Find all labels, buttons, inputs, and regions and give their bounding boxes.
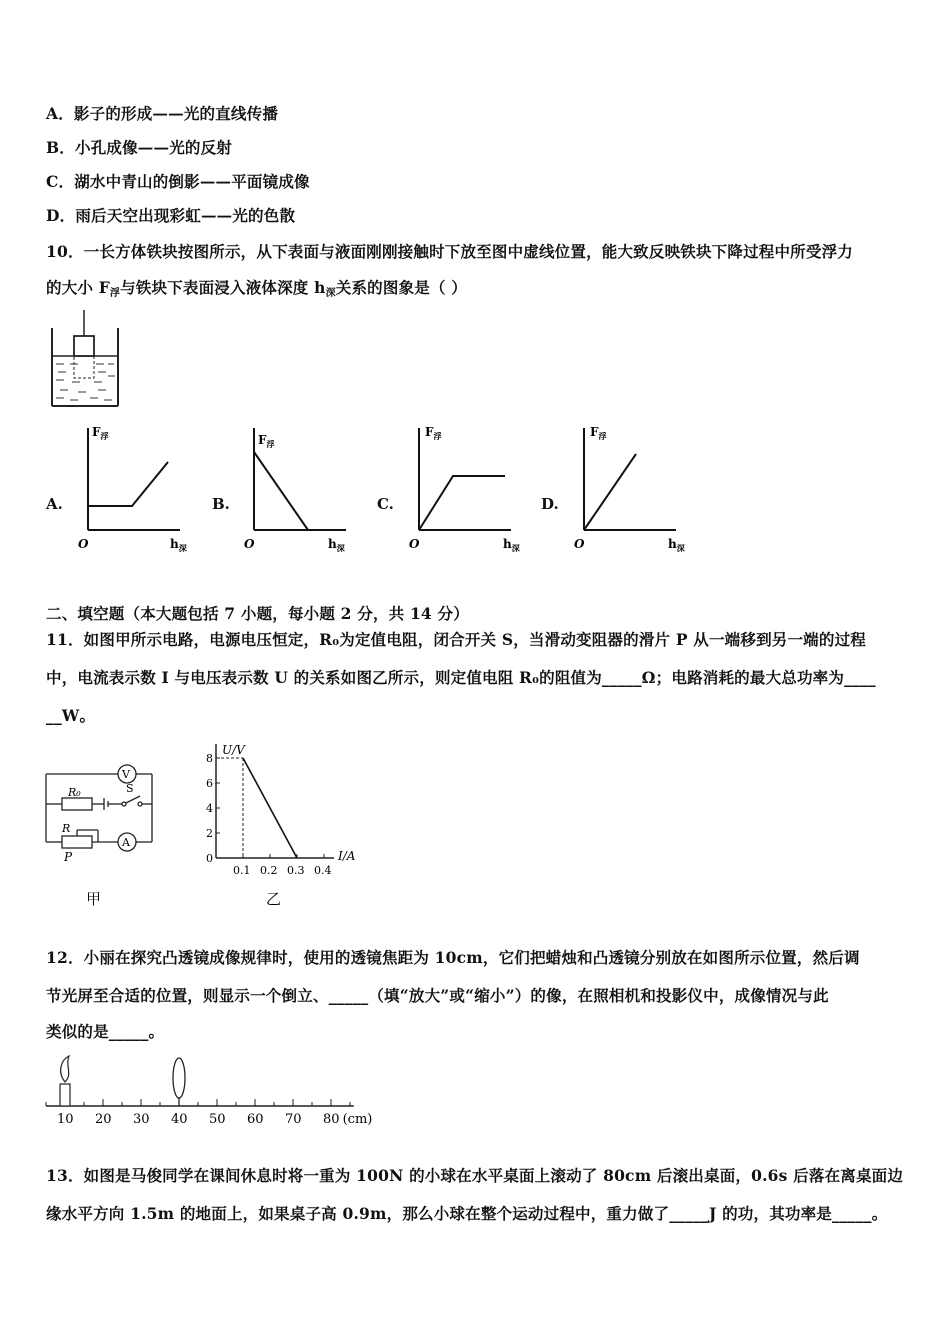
graph-d (566, 422, 691, 562)
q13-line1: 13．如图是马俊同学在课间休息时将一重为 100N 的小球在水平桌面上滚动了 80cm 后滚出桌面，0.6s 后落在离桌面边 (46, 1166, 904, 1185)
ruler-tick-label: 80 (323, 1112, 340, 1127)
q11-line3: __W。 (46, 706, 96, 725)
y-axis-label: U/V (222, 743, 245, 757)
x-tick-label: 0.3 (287, 864, 305, 877)
slider-label: P (64, 850, 73, 864)
ruler-tick-label: 70 (285, 1112, 302, 1127)
q12-line2: 节光屏至合适的位置，则显示一个倒立、_____（填“放大”或“缩小”）的像，在照相机和投影仪中，成像情况与此 (46, 986, 829, 1005)
option-d: D．雨后天空出现彩虹——光的色散 (46, 206, 296, 225)
chart-caption: 乙 (266, 890, 282, 908)
graph-a-origin: O (78, 537, 89, 551)
graph-c (401, 422, 526, 562)
option-a: A．影子的形成——光的直线传播 (46, 104, 279, 123)
ruler-tick-label: 60 (247, 1112, 264, 1127)
graph-a-label: A. (46, 495, 63, 513)
option-b: B．小孔成像——光的反射 (46, 138, 233, 157)
ruler-tick-label: 10 (57, 1112, 74, 1127)
graph-b-origin: O (244, 537, 255, 551)
q12-line3: 类似的是_____。 (46, 1022, 165, 1041)
voltmeter-label: V (122, 768, 130, 781)
ruler-unit-label: (cm) (342, 1112, 373, 1127)
data-line (243, 758, 297, 858)
circuit-figure (40, 758, 170, 908)
y-tick-label: 0 (206, 852, 213, 865)
convex-lens (173, 1058, 185, 1098)
q13-line2: 缘水平方向 1.5m 的地面上，如果桌子高 0.9m，那么小球在整个运动过程中，重力做了_____J 的功，其功率是_____。 (46, 1204, 888, 1223)
beaker-figure (48, 310, 124, 410)
q12-line1: 12．小丽在探究凸透镜成像规律时，使用的透镜焦距为 10cm，它们把蜡烛和凸透镜分别放在如图所示位置，然后调 (46, 948, 860, 967)
graph-b-label: B. (212, 495, 230, 513)
graph-d-x-label: $h_深$ (668, 537, 685, 553)
ruler-tick-label: 20 (95, 1112, 112, 1127)
q11-line1: 11．如图甲所示电路，电源电压恒定，R₀为定值电阻，闭合开关 S，当滑动变阻器的滑片 P 从一端移到另一端的过程 (46, 630, 866, 649)
y-tick-label: 2 (206, 827, 213, 840)
graph-d-label: D. (541, 495, 559, 513)
graph-a-y-label: $F_浮$ (92, 425, 109, 441)
switch-label: S (126, 782, 134, 795)
q10-line2: 的大小 $F_浮$与铁块下表面浸入液体深度 $h_深$关系的图象是（ ） (46, 278, 467, 299)
candle-flame (61, 1056, 69, 1082)
candle-body (60, 1084, 70, 1106)
optical-bench-figure (40, 1050, 400, 1130)
graph-a-x-label: $h_深$ (170, 537, 187, 553)
graph-c-label: C. (377, 495, 394, 513)
ammeter-label: A (122, 836, 130, 849)
graph-d-y-label: $F_浮$ (590, 425, 607, 441)
x-tick-label: 0.1 (233, 864, 251, 877)
rheostat-label: R (62, 822, 71, 835)
graph-c-origin: O (409, 537, 420, 551)
ui-chart (196, 732, 376, 912)
r0-label: R₀ (68, 786, 81, 799)
circuit-caption: 甲 (86, 890, 102, 908)
ruler-tick-label: 40 (171, 1112, 188, 1127)
ruler-tick-label: 50 (209, 1112, 226, 1127)
section-2-heading: 二、填空题（本大题包括 7 小题，每小题 2 分，共 14 分） (46, 604, 469, 623)
graph-b (236, 422, 361, 562)
q11-line2: 中，电流表示数 I 与电压表示数 U 的关系如图乙所示，则定值电阻 R₀的阻值为_____Ω；电路消耗的最大总功率为____ (46, 668, 876, 687)
y-tick-label: 8 (206, 752, 213, 765)
graph-d-origin: O (574, 537, 585, 551)
x-tick-label: 0.4 (314, 864, 332, 877)
option-c: C．湖水中青山的倒影——平面镜成像 (46, 172, 310, 191)
x-tick-label: 0.2 (260, 864, 278, 877)
graph-c-x-label: $h_深$ (503, 537, 520, 553)
graph-b-y-label: $F_浮$ (258, 433, 275, 449)
graph-b-x-label: $h_深$ (328, 537, 345, 553)
graph-a (70, 422, 195, 562)
x-axis-label: I/A (338, 849, 356, 863)
ruler-tick-label: 30 (133, 1112, 150, 1127)
graph-c-y-label: $F_浮$ (425, 425, 442, 441)
y-tick-label: 4 (206, 802, 213, 815)
q10-line1: 10．一长方体铁块按图所示，从下表面与液面刚刚接触时下放至图中虚线位置，能大致反映铁块下降过程中所受浮力 (46, 242, 853, 261)
y-tick-label: 6 (206, 777, 213, 790)
